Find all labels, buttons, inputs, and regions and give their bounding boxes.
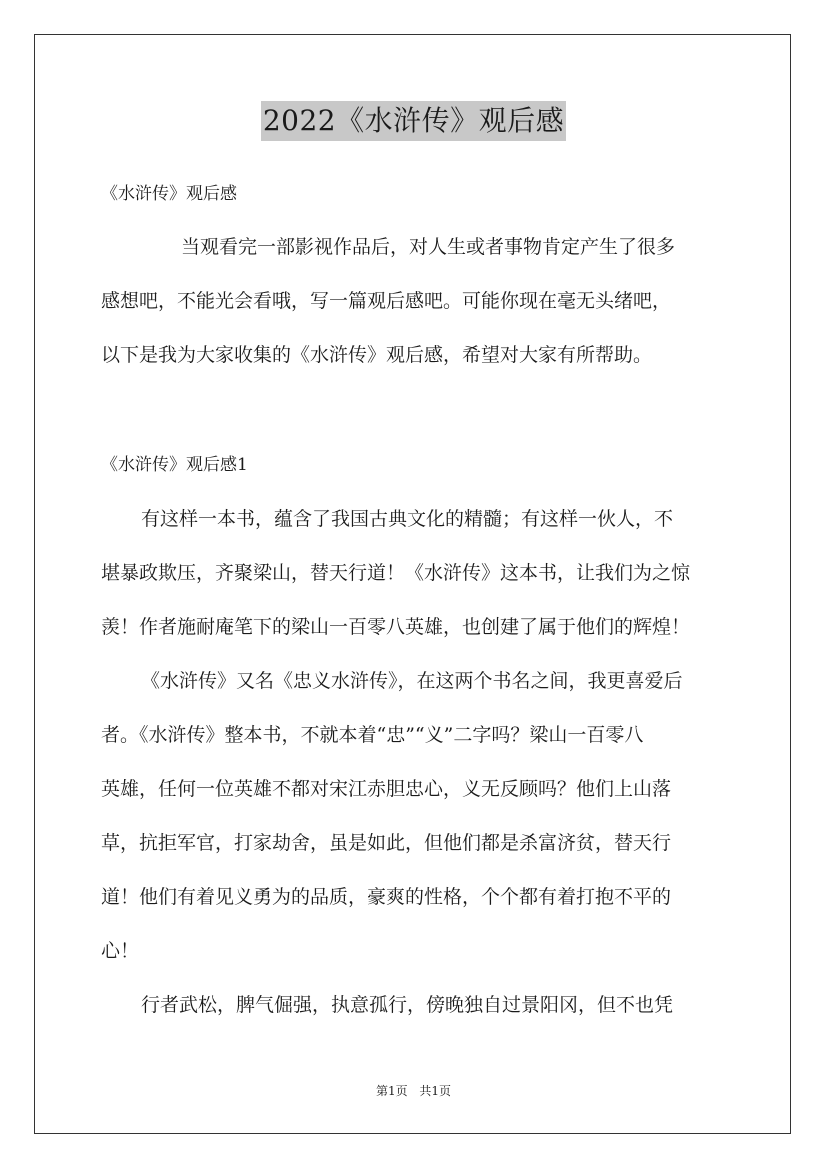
document-title: 2022《水浒传》观后感: [261, 101, 566, 141]
paragraph-line: 以下是我为大家收集的《水浒传》观后感，希望对大家有所帮助。: [101, 344, 653, 366]
paragraph-line: 道！他们有着见义勇为的品质，豪爽的性格，个个都有着打抱不平的: [101, 886, 672, 908]
paragraph-line: 草，抗拒军官，打家劫舍，虽是如此，但他们都是杀富济贫，替天行: [101, 832, 672, 854]
paragraph-line: 行者武松，脾气倔强，执意孤行，傍晚独自过景阳冈，但不也凭: [141, 994, 674, 1016]
paragraph-line: 心！: [101, 940, 140, 962]
page-number-total: 共1页: [419, 1084, 452, 1098]
paragraph-3: [101, 978, 729, 1032]
section-heading: 《水浒传》观后感1: [101, 455, 248, 475]
paragraph-2: [101, 654, 729, 978]
title-container: [0, 101, 827, 141]
intro-paragraph: [101, 220, 729, 382]
paragraph-line: 有这样一本书，蕴含了我国古典文化的精髓；有这样一伙人，不: [141, 508, 674, 530]
page-footer: [0, 1083, 827, 1099]
paragraph-line: 者。《水浒传》整本书，不就本着“忠”“义”二字吗？梁山一百零八: [101, 724, 644, 746]
paragraph-1: [101, 492, 729, 654]
paragraph-line: 英雄，任何一位英雄不都对宋江赤胆忠心，义无反顾吗？他们上山落: [101, 778, 672, 800]
page-number-current: 第1页: [375, 1084, 408, 1098]
paragraph-line: 感想吧，不能光会看哦，写一篇观后感吧。可能你现在毫无头绪吧，: [101, 290, 672, 312]
document-subtitle: 《水浒传》观后感: [101, 184, 237, 204]
paragraph-line: 当观看完一部影视作品后，对人生或者事物肯定产生了很多: [181, 236, 676, 258]
paragraph-line: 《水浒传》又名《忠义水浒传》，在这两个书名之间，我更喜爱后: [141, 670, 683, 692]
paragraph-line: 羡！作者施耐庵笔下的梁山一百零八英雄，也创建了属于他们的辉煌！: [101, 616, 691, 638]
paragraph-line: 堪暴政欺压，齐聚梁山，替天行道！《水浒传》这本书，让我们为之惊: [101, 562, 691, 584]
